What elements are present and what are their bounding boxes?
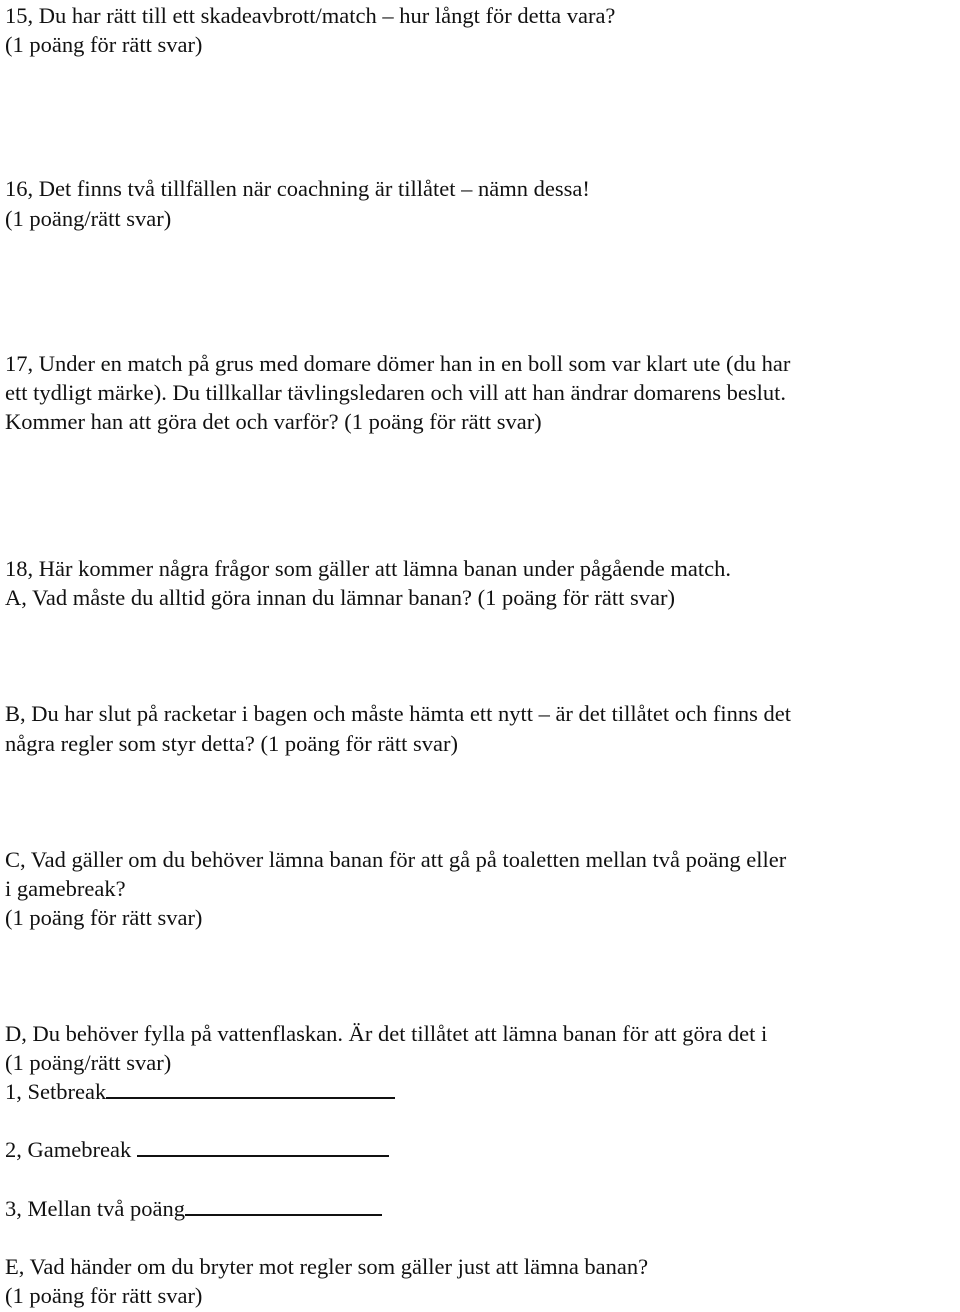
q17-question-line1: 17, Under en match på grus med domare dömer han in en boll som var klart ute (du har: [5, 351, 791, 376]
answer-blank[interactable]: [137, 1135, 389, 1157]
q18c-question-line2: i gamebreak?: [5, 876, 126, 901]
q18d-points: (1 poäng/rätt svar): [5, 1050, 172, 1075]
q17-points: (1 poäng för rätt svar): [344, 409, 542, 434]
q16-points: (1 poäng/rätt svar): [5, 206, 172, 231]
q17-question-line3: [5, 407, 542, 436]
q18a-points: (1 poäng för rätt svar): [477, 585, 676, 610]
q15-question: 15, Du har rätt till ett skadeavbrott/match – hur långt för detta vara?: [5, 3, 616, 28]
q16-question: 16, Det finns två tillfällen när coachning är tillåtet – nämn dessa!: [5, 176, 590, 201]
q18d-option-gamebreak: [5, 1135, 389, 1164]
q18b-points: (1 poäng för rätt svar): [260, 731, 458, 756]
q18d-option-between-points: [5, 1194, 382, 1223]
q18d-option-setbreak: [5, 1077, 395, 1106]
q18b-question-line1: B, Du har slut på racketar i bagen och måste hämta ett nytt – är det tillåtet och finns det: [5, 701, 791, 726]
q17-question-line2: ett tydligt märke). Du tillkallar tävlingsledaren och vill att han ändrar domarens beslut.: [5, 380, 787, 405]
q18a-line: [5, 583, 675, 612]
answer-blank[interactable]: [185, 1194, 382, 1216]
q18e-question: E, Vad händer om du bryter mot regler som gäller just att lämna banan?: [5, 1254, 649, 1279]
q18c-question-line1: C, Vad gäller om du behöver lämna banan för att gå på toaletten mellan två poäng eller: [5, 847, 787, 872]
q15-points: (1 poäng för rätt svar): [5, 32, 203, 57]
q18a-question: A, Vad måste du alltid göra innan du lämnar banan?: [5, 585, 472, 610]
q18c-points: (1 poäng för rätt svar): [5, 905, 203, 930]
q17-question-text: Kommer han att göra det och varför?: [5, 409, 339, 434]
q18-intro: 18, Här kommer några frågor som gäller att lämna banan under pågående match.: [5, 556, 731, 581]
q18d-option-label: 3, Mellan två poäng: [5, 1196, 185, 1221]
q18d-option-label: 2, Gamebreak: [5, 1137, 132, 1162]
answer-blank[interactable]: [106, 1077, 395, 1099]
q18b-question-line2: [5, 729, 458, 758]
q18b-question-text: några regler som styr detta?: [5, 731, 255, 756]
q18e-points: (1 poäng för rätt svar): [5, 1283, 203, 1308]
q18d-question: D, Du behöver fylla på vattenflaskan. Är det tillåtet att lämna banan för att göra det i: [5, 1021, 768, 1046]
q18d-option-label: 1, Setbreak: [5, 1079, 107, 1104]
